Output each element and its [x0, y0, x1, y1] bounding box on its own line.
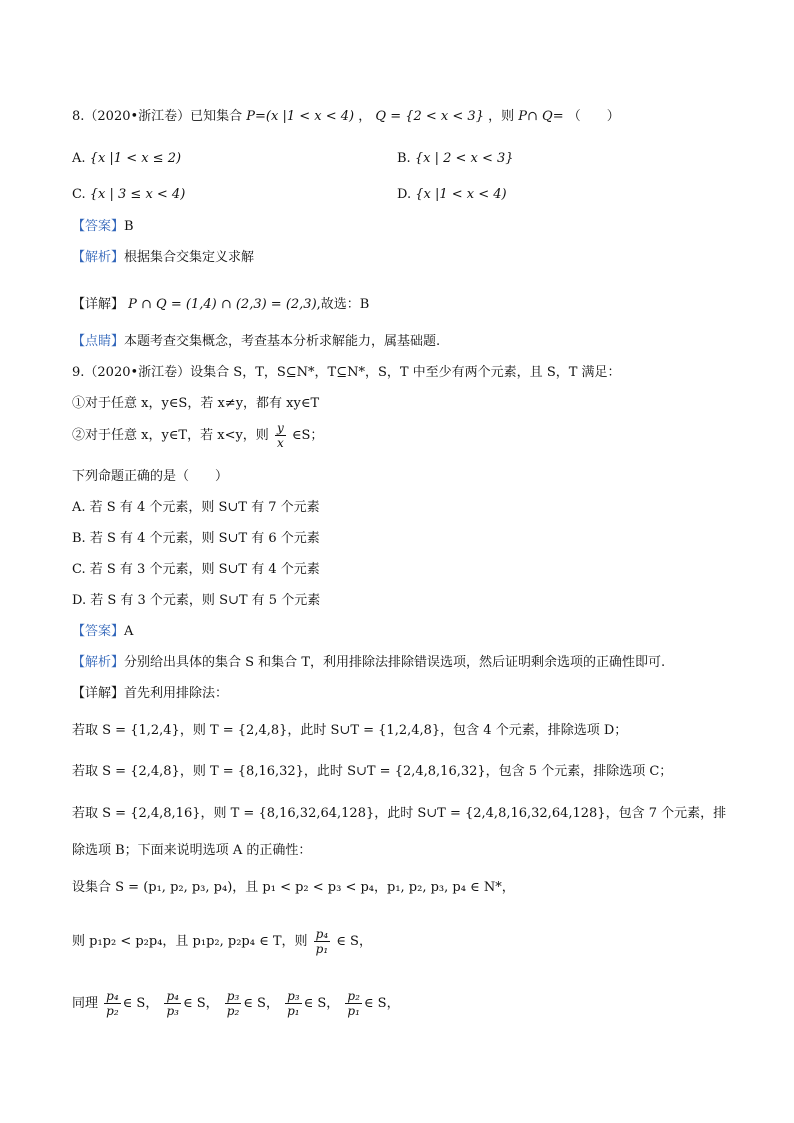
fraction-numerator: y [276, 421, 284, 435]
q8-answer-tag: 【答案】 [72, 219, 125, 234]
q8-detail-math: P ∩ Q = (1,4) ∩ (2,3) = (2,3) [128, 297, 317, 312]
q9-condition-2-tail: ∈S； [291, 428, 324, 443]
q8-option-a [72, 150, 181, 168]
q9-case-1 [72, 722, 627, 740]
q9-analysis [72, 654, 665, 672]
q9-condition-2-fraction [275, 422, 286, 449]
q9-case-1-text: 若取 S = {1,2,4}，则 T = {2,4,8}，此时 S∪T = {1,2,4,8}，包含 4 个元素，排除选项 D； [72, 723, 628, 738]
q9-case-3-cont-text: 除选项 B；下面来说明选项 A 的正确性： [72, 843, 312, 858]
q8-paren: （ ） [567, 109, 620, 124]
q9-similar [72, 990, 400, 1017]
q8-comment-tag: 【点睛】 [72, 334, 125, 349]
q9-similar-tail: ∈ S， [182, 996, 219, 1011]
fraction-denominator: p₁ [347, 1004, 360, 1018]
q8-option-c [72, 186, 185, 204]
q9-similar-fraction [225, 990, 242, 1017]
q9-then-text: 则 p₁p₂ < p₂p₄，且 p₁p₂, p₂p₄ ∈ T，则 [72, 934, 308, 949]
q8-analysis-tag: 【解析】 [72, 250, 125, 265]
q9-detail-tag: 【详解】 [72, 686, 125, 701]
q8-option-b-label: B. [397, 151, 411, 166]
q8-option-c-text: {x | 3 ≤ x < 4) [89, 187, 186, 202]
q9-similar-fraction [164, 990, 181, 1017]
q9-case-3-cont [72, 842, 311, 860]
q9-prompt [72, 468, 228, 486]
q8-option-b-text: {x | 2 < x < 3} [414, 151, 514, 166]
q9-then-fraction [314, 928, 331, 955]
q9-then-tail: ∈ S， [336, 934, 372, 949]
q8-set-q: Q = {2 < x < 3} [375, 109, 484, 124]
q9-option-c [72, 561, 320, 579]
q9-detail-intro: 首先利用排除法： [124, 686, 229, 701]
q8-analysis-text: 根据集合交集定义求解 [124, 250, 255, 265]
q8-option-a-text: {x |1 < x ≤ 2) [89, 151, 182, 166]
q9-detail [72, 685, 228, 703]
fraction-numerator: p₃ [287, 989, 300, 1003]
q9-case-3-text: 若取 S = {2,4,8,16}，则 T = {8,16,32,64,128}，此时 S∪T = {2,4,8,16,32,64,128}，包含 7 个元素，排 [72, 806, 727, 821]
q9-analysis-text: 分别给出具体的集合 S 和集合 T，利用排除法排除错误选项，然后证明剩余选项的正确性即可. [124, 655, 666, 670]
q9-stem-text: 9.（2020•浙江卷）设集合 S，T，S⊆N*，T⊆N*，S，T 中至少有两个元素，且 S，T 满足： [72, 365, 621, 380]
q9-case-2 [72, 763, 672, 781]
q9-set-definition-text: 设集合 S = (p₁, p₂, p₃, p₄)，且 p₁ < p₂ < p₃ < p₄，p₁, p₂, p₃, p₄ ∈ N*， [72, 880, 515, 895]
q9-option-d-text: D. 若 S 有 3 个元素，则 S∪T 有 5 个元素 [72, 593, 321, 608]
q8-answer-value: B [124, 219, 134, 234]
q8-stem-text-2: ，则 [488, 109, 515, 124]
q9-option-d [72, 592, 320, 610]
q8-option-a-label: A. [72, 151, 86, 166]
q9-option-c-text: C. 若 S 有 3 个元素，则 S∪T 有 4 个元素 [72, 562, 320, 577]
q9-option-b [72, 530, 320, 548]
q9-answer [72, 623, 133, 641]
q8-intersection: P∩ Q= [518, 109, 564, 124]
q8-option-d-label: D. [397, 187, 412, 202]
fraction-numerator: p₄ [106, 989, 119, 1003]
q9-case-2-text: 若取 S = {2,4,8}，则 T = {8,16,32}，此时 S∪T = {2,4,8,16,32}，包含 5 个元素，排除选项 C； [72, 764, 673, 779]
q9-similar-fraction [345, 990, 362, 1017]
q8-detail [72, 296, 369, 314]
q9-then [72, 928, 372, 955]
q8-stem-sep: ， [358, 109, 372, 124]
q9-similar-fraction [104, 990, 121, 1017]
q9-condition-2 [72, 422, 323, 449]
fraction-denominator: p₂ [106, 1004, 119, 1018]
fraction-numerator: p₂ [347, 989, 360, 1003]
q8-comment-text: 本题考查交集概念，考查基本分析求解能力，属基础题. [124, 334, 441, 349]
q9-set-definition [72, 879, 515, 897]
q9-similar-fraction [285, 990, 302, 1017]
q9-similar-label: 同理 [72, 996, 99, 1011]
fraction-denominator: p₃ [166, 1004, 179, 1018]
q9-case-3 [72, 805, 726, 823]
q9-condition-2-text: ②对于任意 x，y∈T，若 x<y，则 [72, 428, 269, 443]
fraction-numerator: p₄ [166, 989, 179, 1003]
q9-condition-1-text: ①对于任意 x，y∈S，若 x≠y，都有 xy∈T [72, 396, 320, 411]
q9-answer-value: A [124, 624, 134, 639]
q8-option-d-text: {x |1 < x < 4) [415, 187, 507, 202]
q9-analysis-tag: 【解析】 [72, 655, 125, 670]
q9-similar-tail: ∈ S， [122, 996, 159, 1011]
q8-option-b [397, 150, 514, 168]
q8-detail-rest: ,故选：B [316, 297, 370, 312]
q9-prompt-text: 下列命题正确的是（ ） [72, 469, 229, 484]
fraction-denominator: p₁ [315, 942, 329, 956]
q8-comment [72, 333, 440, 351]
q9-similar-tail: ∈ S， [363, 996, 400, 1011]
q9-option-a-text: A. 若 S 有 4 个元素，则 S∪T 有 7 个元素 [72, 500, 320, 515]
q9-answer-tag: 【答案】 [72, 624, 125, 639]
q9-similar-tail: ∈ S， [303, 996, 340, 1011]
q8-set-p: P=(x |1 < x < 4) [246, 109, 355, 124]
q8-stem [72, 108, 620, 126]
q9-condition-1 [72, 395, 319, 413]
q9-similar-tail: ∈ S， [243, 996, 279, 1011]
fraction-numerator: p₄ [315, 927, 329, 941]
q8-option-d [397, 186, 507, 204]
fraction-denominator: p₁ [287, 1004, 300, 1018]
q8-option-c-label: C. [72, 187, 86, 202]
fraction-denominator: p₂ [226, 1004, 240, 1018]
q9-stem [72, 364, 621, 382]
q8-answer [72, 218, 134, 236]
fraction-denominator: x [276, 436, 284, 450]
q8-analysis [72, 249, 254, 267]
q9-option-b-text: B. 若 S 有 4 个元素，则 S∪T 有 6 个元素 [72, 531, 320, 546]
q8-detail-tag: 【详解】 [72, 297, 125, 312]
fraction-numerator: p₃ [226, 989, 240, 1003]
q9-option-a [72, 499, 320, 517]
q8-stem-text: 8.（2020•浙江卷）已知集合 [72, 109, 243, 124]
